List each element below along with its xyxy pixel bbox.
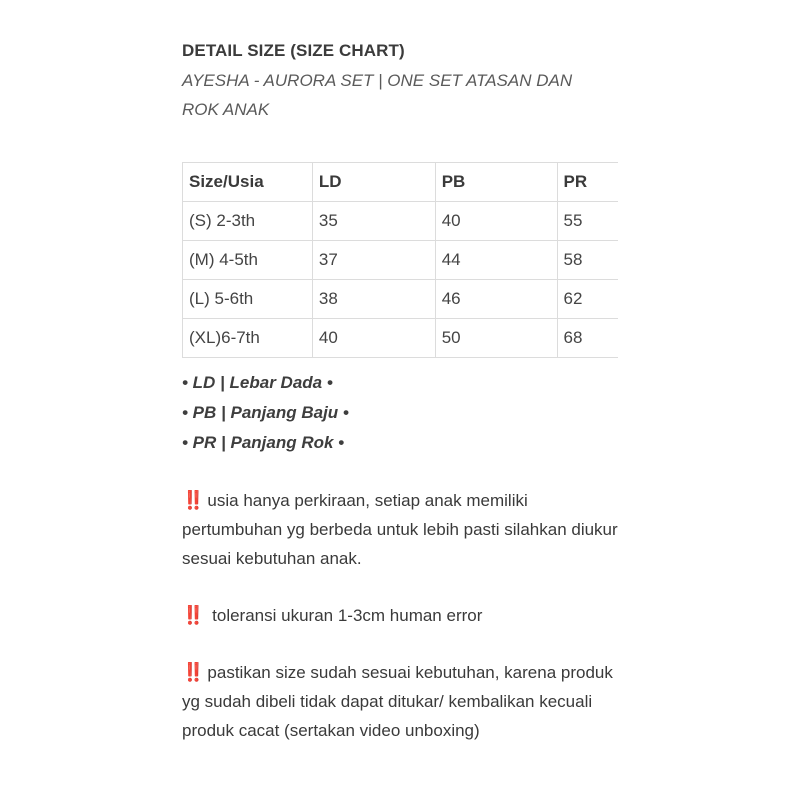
size-table [182,162,618,358]
table-cell-pr: 68 [557,319,618,358]
note-text: usia hanya perkiraan, setiap anak memiliki pertumbuhan yg berbeda untuk lebih pasti silahkan diukur sesuai kebutuhan anak. [182,491,618,568]
table-row [183,202,619,241]
table-cell-pb: 50 [435,319,557,358]
note-tolerance [182,601,622,630]
table-cell-pr: 55 [557,202,618,241]
table-cell-pr: 62 [557,280,618,319]
table-row [183,280,619,319]
table-row [183,319,619,358]
product-name: AYESHA - AURORA SET | ONE SET ATASAN DAN ROK ANAK [182,71,573,119]
table-cell-size: (S) 2-3th [183,202,313,241]
column-header-size: Size/Usia [183,163,313,202]
page-title: DETAIL SIZE (SIZE CHART) [182,41,405,60]
table-cell-pb: 40 [435,202,557,241]
table-cell-ld: 38 [312,280,435,319]
legend-item-pb: • PB | Panjang Baju • [182,403,349,422]
legend-item-pr: • PR | Panjang Rok • [182,433,345,452]
note-text: pastikan size sudah sesuai kebutuhan, karena produk yg sudah dibeli tidak dapat ditukar/ kembalikan kecuali produk cacat (sertakan video unboxing) [182,663,613,740]
double-exclamation-icon: ‼️ [182,490,202,510]
table-header-row [183,163,619,202]
table-cell-ld: 35 [312,202,435,241]
table-row [183,241,619,280]
note-no-exchange [182,658,622,745]
table-cell-ld: 40 [312,319,435,358]
table-cell-size: (L) 5-6th [183,280,313,319]
column-header-ld: LD [312,163,435,202]
table-cell-pb: 46 [435,280,557,319]
double-exclamation-icon: ‼️ [182,662,202,682]
table-cell-pb: 44 [435,241,557,280]
column-header-pr: PR [557,163,618,202]
table-cell-size: (M) 4-5th [183,241,313,280]
column-header-pb: PB [435,163,557,202]
legend-item-ld: • LD | Lebar Dada • [182,373,333,392]
size-chart-document [182,38,622,745]
table-cell-size: (XL)6-7th [183,319,313,358]
abbreviation-legend [182,368,622,458]
note-text: toleransi ukuran 1-3cm human error [207,606,483,625]
double-exclamation-icon: ‼️ [182,605,202,625]
table-cell-ld: 37 [312,241,435,280]
note-age-estimate [182,486,622,573]
table-cell-pr: 58 [557,241,618,280]
